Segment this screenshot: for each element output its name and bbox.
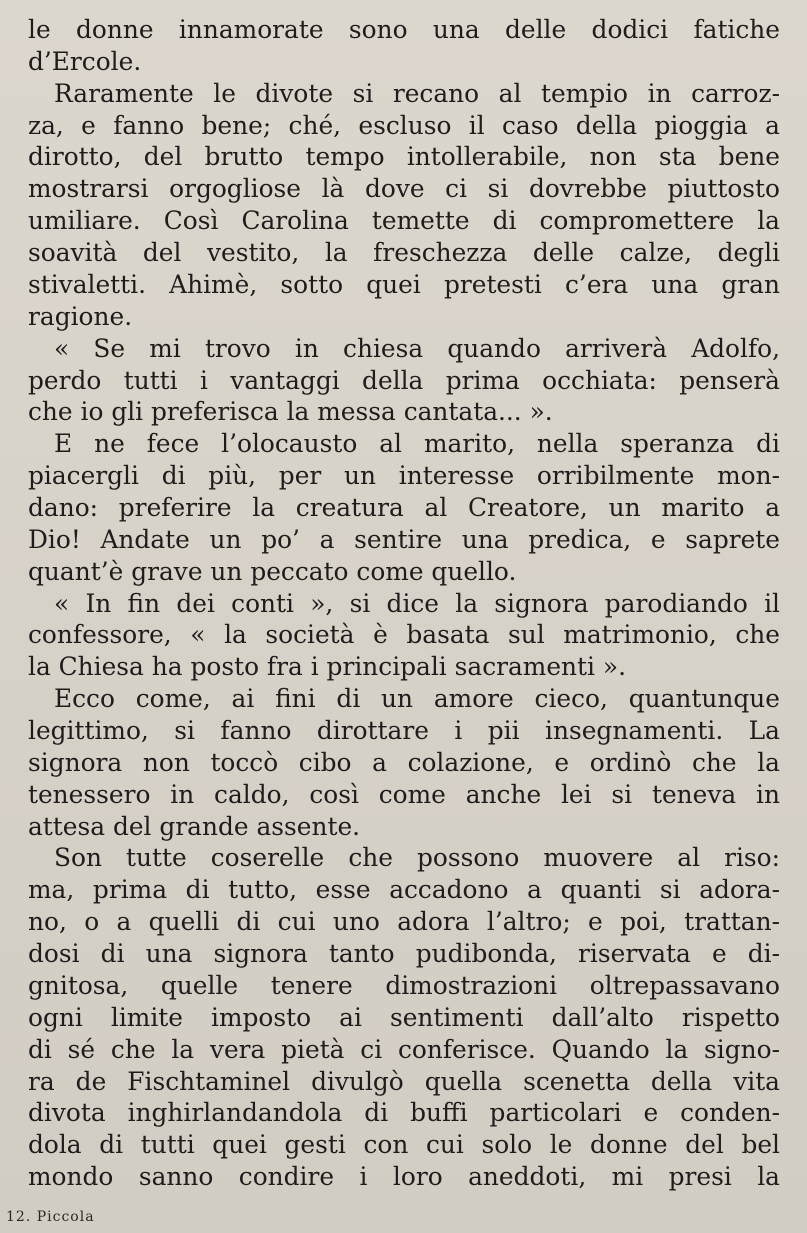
book-page bbox=[28, 14, 780, 1214]
text-line: umiliare. Così Carolina temette di compromettere la bbox=[28, 206, 780, 236]
text-line: ra de Fischtaminel divulgò quella scenetta della vita bbox=[28, 1066, 780, 1096]
text-line: legittimo, si fanno dirottare i pii insegnamenti. La bbox=[28, 716, 780, 746]
text-line: ragione. bbox=[28, 301, 133, 331]
text-line: Dio! Andate un po’ a sentire una predica, e saprete bbox=[28, 524, 780, 554]
text-line: « Se mi trovo in chiesa quando arriverà Adolfo, bbox=[54, 333, 780, 363]
text-line: piacergli di più, per un interesse orribilmente mon- bbox=[28, 461, 780, 491]
text-line: d’Ercole. bbox=[28, 46, 142, 76]
text-line: quant’è grave un peccato come quello. bbox=[28, 556, 517, 586]
text-line: mostrarsi orgogliose là dove ci si dovrebbe piuttosto bbox=[28, 174, 780, 204]
text-line: dola di tutti quei gesti con cui solo le donne del bel bbox=[28, 1130, 780, 1160]
text-line: ma, prima di tutto, esse accadono a quanti si adora- bbox=[28, 875, 780, 905]
text-line: divota inghirlandandola di buffi particolari e conden- bbox=[28, 1098, 780, 1128]
text-line: che io gli preferisca la messa cantata... ». bbox=[28, 397, 553, 427]
text-line: perdo tutti i vantaggi della prima occhiata: penserà bbox=[28, 365, 780, 395]
text-line: no, o a quelli di cui uno adora l’altro; e poi, trattan- bbox=[28, 907, 780, 937]
text-line: dano: preferire la creatura al Creatore, un marito a bbox=[28, 492, 780, 522]
text-line: stivaletti. Ahimè, sotto quei pretesti c’era una gran bbox=[28, 269, 780, 299]
text-line: soavità del vestito, la freschezza delle calze, degli bbox=[28, 238, 780, 268]
text-line: Raramente le divote si recano al tempio in carroz- bbox=[54, 78, 780, 108]
text-line: le donne innamorate sono una delle dodici fatiche bbox=[28, 15, 780, 44]
text-line: E ne fece l’olocausto al marito, nella speranza di bbox=[54, 429, 780, 459]
text-line: dosi di una signora tanto pudibonda, riservata e di- bbox=[28, 939, 780, 969]
text-line: mondo sanno condire i loro aneddoti, mi presi la bbox=[28, 1162, 780, 1192]
text-line: dirotto, del brutto tempo intollerabile, non sta bene bbox=[28, 142, 780, 172]
text-line: attesa del grande assente. bbox=[28, 811, 361, 841]
text-line: Son tutte coserelle che possono muovere al riso: bbox=[54, 843, 780, 873]
text-line: ogni limite imposto ai sentimenti dall’alto rispetto bbox=[28, 1002, 780, 1032]
text-line: Ecco come, ai fini di un amore cieco, quantunque bbox=[54, 684, 780, 714]
text-line: gnitosa, quelle tenere dimostrazioni oltrepassavano bbox=[28, 970, 780, 1000]
text-line: za, e fanno bene; ché, escluso il caso della pioggia a bbox=[28, 110, 780, 140]
text-line: la Chiesa ha posto fra i principali sacramenti ». bbox=[28, 652, 626, 682]
page-footer-signature: 12. Piccola bbox=[6, 1209, 95, 1225]
text-line: di sé che la vera pietà ci conferisce. Quando la signo- bbox=[28, 1034, 780, 1064]
text-line: signora non toccò cibo a colazione, e ordinò che la bbox=[28, 747, 780, 777]
text-line: « In fin dei conti », si dice la signora parodiando il bbox=[54, 588, 780, 618]
text-line: confessore, « la società è basata sul matrimonio, che bbox=[28, 620, 780, 650]
text-line: tenessero in caldo, così come anche lei si teneva in bbox=[28, 779, 780, 809]
